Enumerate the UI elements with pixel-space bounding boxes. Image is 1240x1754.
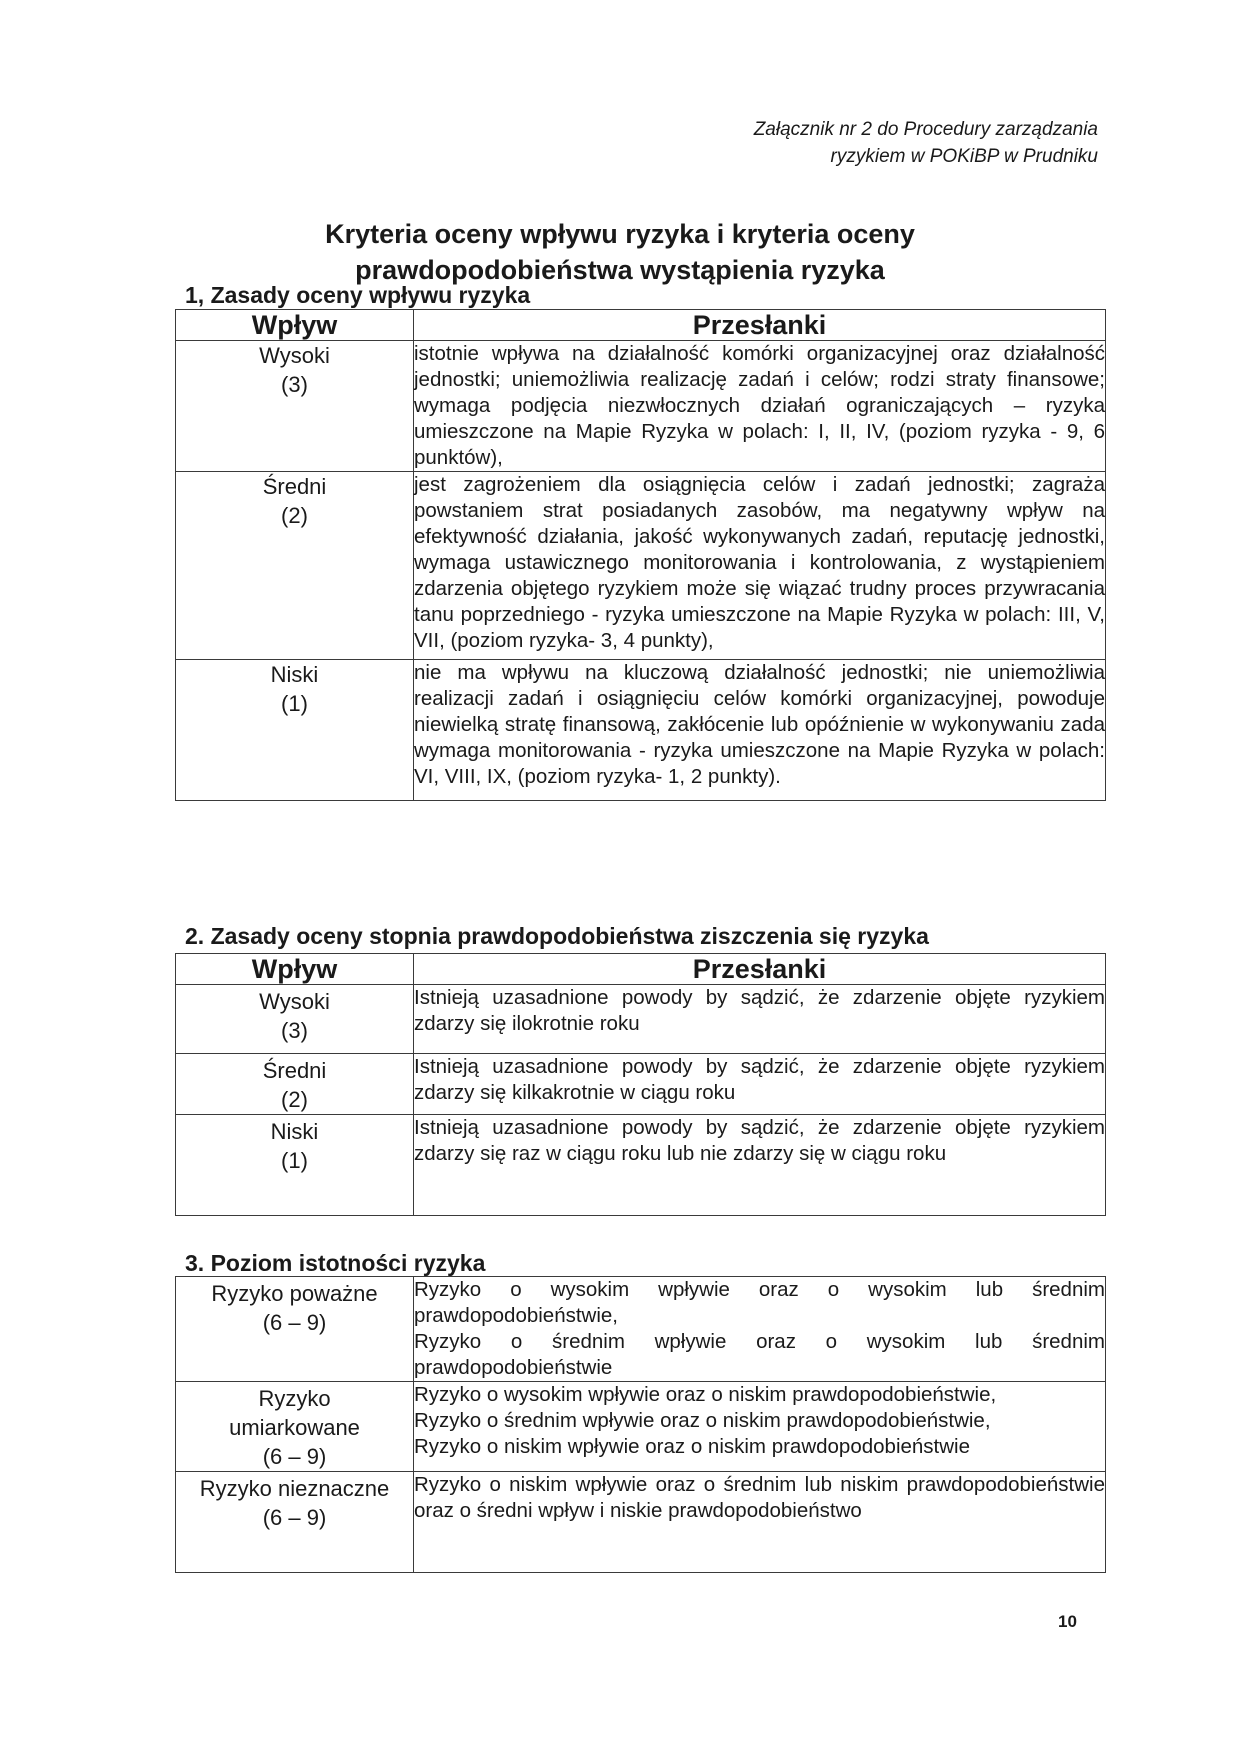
impact-level-cell — [176, 472, 414, 660]
table-row — [176, 660, 1106, 801]
premises-text: Istnieją uzasadnione powody by sądzić, że zdarzenie objęte ryzykiem zdarzy się ilokrotnie roku — [414, 985, 1106, 1054]
page-number: 10 — [1058, 1612, 1077, 1631]
section2-heading: 2. Zasady oceny stopnia prawdopodobieństwa ziszczenia się ryzyka — [185, 923, 929, 949]
risk-description-line: Ryzyko o wysokim wpływie oraz o niskim prawdopodobieństwie, — [414, 1383, 997, 1406]
document-title-line2: prawdopodobieństwa wystąpienia ryzyka — [355, 255, 885, 285]
table-row — [176, 985, 1106, 1054]
probability-score: (1) — [281, 1148, 308, 1173]
risk-description — [414, 1472, 1106, 1573]
table-row — [176, 341, 1106, 472]
attachment-note-line1: Załącznik nr 2 do Procedury zarządzania — [753, 119, 1098, 140]
risk-description-line: Ryzyko o średnim wpływie oraz o niskim prawdopodobieństwie, — [414, 1409, 991, 1432]
probability-score: (2) — [281, 1087, 308, 1112]
risk-description-line: Ryzyko o niskim wpływie oraz o średnim lub niskim prawdopodobieństwie oraz o średni wpływ i niskie prawdopodobieństwo — [414, 1473, 1105, 1522]
impact-level: Średni — [262, 474, 327, 499]
risk-description-line: Ryzyko o średnim wpływie oraz o wysokim lub średnim prawdopodobieństwie — [414, 1330, 1105, 1379]
risk-level-range: (6 – 9) — [262, 1505, 327, 1530]
risk-level-name: Ryzyko poważne — [211, 1281, 378, 1306]
table-row — [176, 1277, 1106, 1382]
risk-level-name: umiarkowane — [229, 1415, 360, 1440]
table-row — [176, 1054, 1106, 1115]
risk-description-line: Ryzyko o wysokim wpływie oraz o wysokim lub średnim prawdopodobieństwie, — [414, 1278, 1105, 1327]
impact-score: (3) — [281, 372, 308, 397]
column-header-impact: Wpływ — [176, 954, 414, 985]
impact-level-cell — [176, 660, 414, 801]
document-title-line1: Kryteria oceny wpływu ryzyka i kryteria oceny — [325, 219, 915, 249]
premises-text: nie ma wpływu na kluczową działalność jednostki; nie uniemożliwia realizacji zadań i osiągnięciu celów komórki organizacyjnej, powoduje niewielką stratę finansową, zakłócenie lub opóźnienie w wykonywaniu zada wymaga monitorowania - ryzyka umieszczone na Mapie Ryzyka w polach: VI, VIII, IX, (poziom ryzyka- 1, 2 punkty). — [414, 660, 1106, 801]
premises-text: jest zagrożeniem dla osiągnięcia celów i zadań jednostki; zagraża powstaniem strat posiadanych zasobów, ma negatywny wpływ na efektywność działania, jakość wykonywanych zadań, reputację jednostki, wymaga ustawicznego monitorowania i kontrolowania, z wystąpieniem zdarzenia objętego ryzykiem może się wiązać trudny proces przywracania tanu poprzedniego - ryzyka umieszczone na Mapie Ryzyka w polach: III, V, VII, (poziom ryzyka- 3, 4 punkty), — [414, 472, 1106, 660]
table-row — [176, 1472, 1106, 1573]
premises-text: Istnieją uzasadnione powody by sądzić, że zdarzenie objęte ryzykiem zdarzy się kilkakrotnie w ciągu roku — [414, 1054, 1106, 1115]
risk-level-cell — [176, 1382, 414, 1472]
attachment-note-line2: ryzykiem w POKiBP w Prudniku — [830, 146, 1098, 167]
probability-level-cell — [176, 1054, 414, 1115]
column-header-impact: Wpływ — [176, 310, 414, 341]
risk-level-range: (6 – 9) — [262, 1444, 327, 1469]
impact-level-cell — [176, 341, 414, 472]
impact-score: (2) — [281, 503, 308, 528]
column-header-premises: Przesłanki — [414, 954, 1106, 985]
risk-description-line: Ryzyko o niskim wpływie oraz o niskim prawdopodobieństwie — [414, 1435, 971, 1458]
section1-heading: 1, Zasady oceny wpływu ryzyka — [185, 282, 531, 308]
risk-description — [414, 1277, 1106, 1382]
column-header-premises: Przesłanki — [414, 310, 1106, 341]
probability-level: Wysoki — [259, 989, 330, 1014]
probability-level: Średni — [262, 1058, 327, 1083]
premises-text: Istnieją uzasadnione powody by sądzić, że zdarzenie objęte ryzykiem zdarzy się raz w ciągu roku lub nie zdarzy się w ciągu roku — [414, 1115, 1106, 1216]
probability-level: Niski — [270, 1119, 319, 1144]
table-header-row — [176, 954, 1106, 985]
table-row — [176, 472, 1106, 660]
document-title — [170, 216, 1070, 288]
probability-score: (3) — [281, 1018, 308, 1043]
impact-level: Niski — [270, 662, 319, 687]
risk-level-cell — [176, 1472, 414, 1573]
premises-text: istotnie wpływa na działalność komórki organizacyjnej oraz działalność jednostki; uniemożliwia realizację zadań i celów; rodzi straty finansowe; wymaga podjęcia niezwłocznych działań ograniczających – ryzyka umieszczone na Mapie Ryzyka w polach: I, II, IV, (poziom ryzyka - 9, 6 punktów), — [414, 341, 1106, 472]
table-row — [176, 1382, 1106, 1472]
probability-level-cell — [176, 985, 414, 1054]
risk-level-cell — [176, 1277, 414, 1382]
risk-level-name: Ryzyko nieznaczne — [199, 1476, 390, 1501]
impact-level: Wysoki — [259, 343, 330, 368]
table-header-row — [176, 310, 1106, 341]
risk-level-range: (6 – 9) — [262, 1310, 327, 1335]
table-row — [176, 1115, 1106, 1216]
attachment-note — [538, 116, 1098, 170]
risk-significance-table — [175, 1276, 1106, 1573]
risk-description — [414, 1382, 1106, 1472]
risk-level-name: Ryzyko — [258, 1386, 331, 1411]
impact-criteria-table — [175, 309, 1106, 801]
section3-heading: 3. Poziom istotności ryzyka — [185, 1250, 486, 1276]
probability-level-cell — [176, 1115, 414, 1216]
probability-criteria-table — [175, 953, 1106, 1216]
impact-score: (1) — [281, 691, 308, 716]
